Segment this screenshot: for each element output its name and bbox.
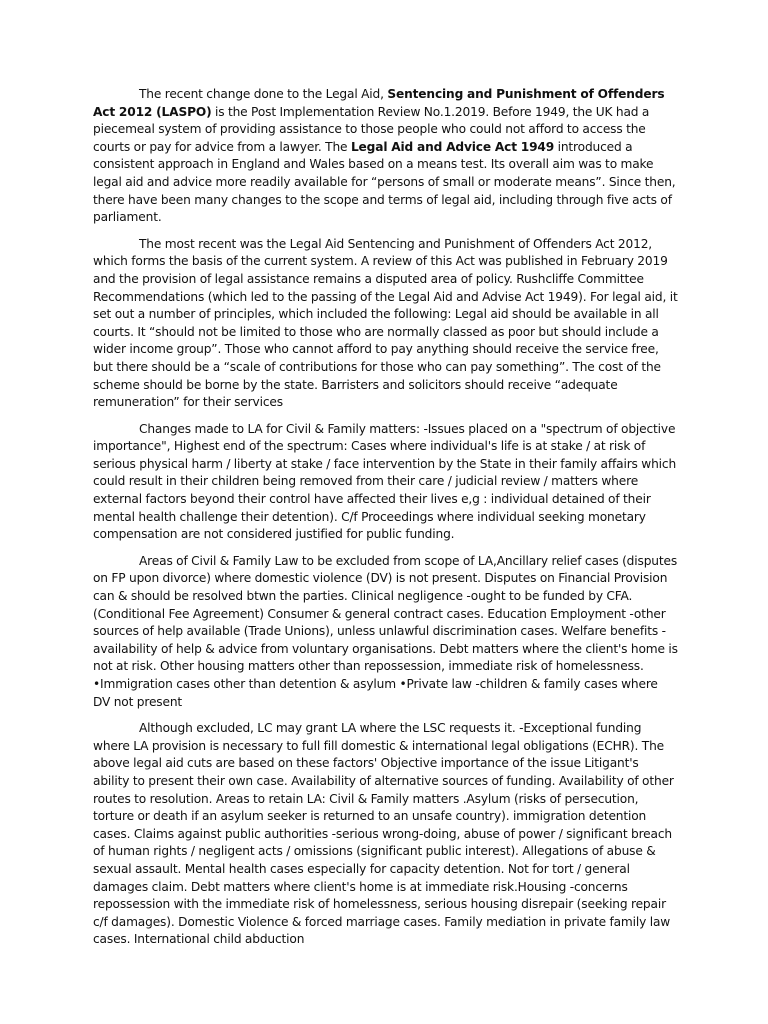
paragraph-1-text-a: The recent change done to the Legal Aid,	[139, 87, 388, 101]
paragraph-5: Although excluded, LC may grant LA where the LSC requests it. -Exceptional funding where LA provision is necessary to full fill domestic & international legal obligations (ECHR). The above legal aid cuts are based on these factors' Objective importance of the issue Litigant's ability to present their own case. Availability of alternative sources of funding. Availability of other routes to resolution. Areas to retain LA: Civil & Family matters .Asylum (risks of persecution, torture or death if an asylum seeker is returned to an unsafe country). immigration detention cases. Claims against public authorities -serious wrong-doing, abuse of power / significant breach of human rights / negligent acts / omissions (significant public interest). Allegations of abuse & sexual assault. Mental health cases especially for capacity detention. Not for tort / general damages claim. Debt matters where client's home is at immediate risk.Housing -concerns repossession with the immediate risk of homelessness, serious housing disrepair (seeking repair c/f damages). Domestic Violence & forced marriage cases. Family mediation in private family law cases. International child abduction	[93, 721, 674, 947]
paragraph-1	[93, 86, 678, 227]
paragraph-1-text-b: is the Post Implementation Review No.1.2019. Before 1949, the UK had a piecemeal system of providing assistance to those people who could not afford to access the courts or pay for advice from a lawyer. The	[93, 104, 650, 154]
paragraph-4: Areas of Civil & Family Law to be excluded from scope of LA,Ancillary relief cases (disputes on FP upon divorce) where domestic violence (DV) is not present. Disputes on Financial Provision can & should be resolved btwn the parties. Clinical negligence -ought to be funded by CFA. (Conditional Fee Agreement) Consumer & general contract cases. Education Employment -other sources of help available (Trade Unions), unless unlawful discrimination cases. Welfare benefits -availability of help & advice from voluntary organisations. Debt matters where the client's home is not at risk. Other housing matters other than repossession, immediate risk of homelessness. •Immigration cases other than detention & asylum •Private law -children & family cases where DV not present	[93, 553, 678, 709]
paragraph-3: Changes made to LA for Civil & Family matters: -Issues placed on a "spectrum of objective importance", Highest end of the spectrum: Cases where individual's life is at stake / at risk of serious physical harm / liberty at stake / face intervention by the State in their family affairs which could result in their children being removed from their care / judicial review / matters where external factors beyond their control have affected their lives e,g : individual detained of their mental health challenge their detention). C/f Proceedings where individual seeking monetary compensation are not considered justified for public funding.	[93, 421, 677, 542]
laspo-act-title: Sentencing and Punishment of Offenders Act 2012 (LASPO)	[93, 87, 665, 119]
paragraph-2: The most recent was the Legal Aid Sentencing and Punishment of Offenders Act 2012, which forms the basis of the current system. A review of this Act was published in February 2019 and the provision of legal assistance remains a disputed area of policy. Rushcliffe Committee Recommendations (which led to the passing of the Legal Aid and Advise Act 1949). For legal aid, it set out a number of principles, which included the following: Legal aid should be available in all courts. It “should not be limited to those who are normally classed as poor but should include a wider income group”. Those who cannot afford to pay anything should receive the service free, but there should be a “scale of contributions for those who can pay something”. The cost of the scheme should be borne by the state. Barristers and solicitors should receive “adequate remuneration” for their services	[93, 236, 678, 410]
legal-aid-act-1949-title: Legal Aid and Advice Act 1949	[350, 139, 555, 154]
document-page	[93, 86, 678, 958]
paragraph-1-text-c: introduced a consistent approach in England and Wales based on a means test. Its overall aim was to make legal aid and advice more readily available for “persons of small or moderate means”. Since then, there have been many changes to the scope and terms of legal aid, including through five acts of parliament.	[93, 139, 676, 225]
